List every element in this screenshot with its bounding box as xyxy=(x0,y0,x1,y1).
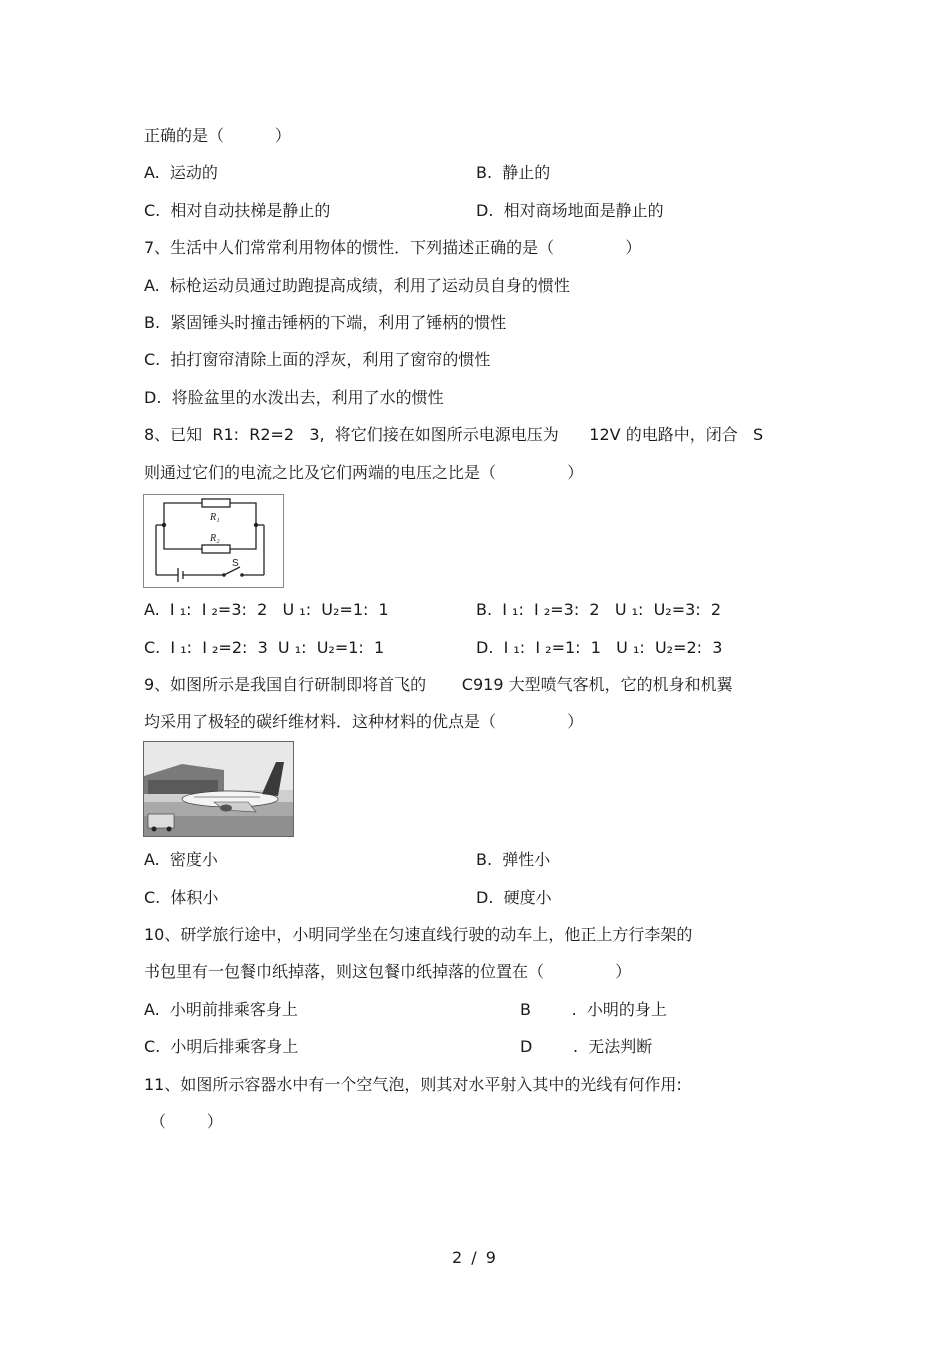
q8-option-b: B. I ₁: I ₂=3: 2 U ₁: U₂=3: 2 xyxy=(476,600,722,619)
circuit-diagram xyxy=(143,494,284,588)
q9-stem-line2: 均采用了极轻的碳纤维材料．这种材料的优点是（ ） xyxy=(144,712,584,731)
q9-option-c: C. 体积小 xyxy=(144,888,219,907)
q10-option-a: A. 小明前排乘客身上 xyxy=(144,1000,298,1019)
q6-option-a: A. 运动的 xyxy=(144,163,218,182)
q7-option-a: A. 标枪运动员通过助跑提高成绩，利用了运动员自身的惯性 xyxy=(144,276,570,295)
q10-option-d: D . 无法判断 xyxy=(520,1037,653,1056)
circuit-svg xyxy=(144,495,283,587)
q6-option-b: B. 静止的 xyxy=(476,163,551,182)
q8-stem-line2: 则通过它们的电流之比及它们两端的电压之比是（ ） xyxy=(144,463,584,482)
r1-label: R₁ xyxy=(210,512,220,523)
q8-option-d: D. I ₁: I ₂=1: 1 U ₁: U₂=2: 3 xyxy=(476,638,723,657)
q7-option-b: B. 紧固锤头时撞击锤柄的下端，利用了锤柄的惯性 xyxy=(144,313,507,332)
q10-stem-line2: 书包里有一包餐巾纸掉落，则这包餐巾纸掉落的位置在（ ） xyxy=(144,962,632,981)
q9-option-b: B. 弹性小 xyxy=(476,850,551,869)
q11-stem-line2: （ ） xyxy=(150,1112,223,1131)
q7-option-c: C. 拍打窗帘清除上面的浮灰，利用了窗帘的惯性 xyxy=(144,350,491,369)
r2-label: R₂ xyxy=(210,533,220,544)
q9-option-a: A. 密度小 xyxy=(144,850,218,869)
q10-option-b: B . 小明的身上 xyxy=(520,1000,667,1019)
q9-stem-line1: 9、如图所示是我国自行研制即将首飞的 C919 大型喷气客机，它的机身和机翼 xyxy=(144,675,733,694)
q10-stem-line1: 10、研学旅行途中，小明同学坐在匀速直线行驶的动车上，他正上方行李架的 xyxy=(144,925,693,944)
q7-stem: 7、生活中人们常常利用物体的惯性．下列描述正确的是（ ） xyxy=(144,238,642,257)
q8-option-a: A. I ₁: I ₂=3: 2 U ₁: U₂=1: 1 xyxy=(144,600,389,619)
q7-option-d: D. 将脸盆里的水泼出去，利用了水的惯性 xyxy=(144,388,444,407)
q9-option-d: D. 硬度小 xyxy=(476,888,552,907)
airplane-photo-svg xyxy=(144,742,293,836)
page-number: 2 / 9 xyxy=(452,1248,498,1267)
q6-option-d: D. 相对商场地面是静止的 xyxy=(476,201,664,220)
q10-option-c: C. 小明后排乘客身上 xyxy=(144,1037,299,1056)
q8-stem-line1: 8、已知 R1: R2=2 3, 将它们接在如图所示电源电压为 12V 的电路中，闭合 S xyxy=(144,425,764,444)
q6-option-c: C. 相对自动扶梯是静止的 xyxy=(144,201,331,220)
airplane-photo xyxy=(143,741,294,837)
switch-label: S xyxy=(232,558,239,569)
q11-stem-line1: 11、如图所示容器水中有一个空气泡，则其对水平射入其中的光线有何作用: xyxy=(144,1075,682,1094)
q6-stem: 正确的是（ ） xyxy=(144,126,291,145)
q8-option-c: C. I ₁: I ₂=2: 3 U ₁: U₂=1: 1 xyxy=(144,638,385,657)
